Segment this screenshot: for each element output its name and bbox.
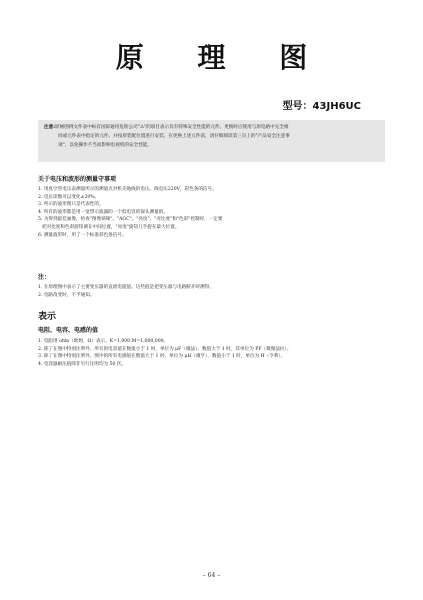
page-number: – 64 – (202, 572, 221, 579)
notice-box (38, 120, 385, 162)
list-item: 把对比度和色彩旋钮调在中间位置，"亮度"旋钮几乎旋在最大位置。 (42, 224, 180, 230)
notes-list (38, 284, 385, 299)
section-heading-representation: 表示 (38, 312, 57, 322)
list-item: 1. 用真空管电压表测量所示的测量点对机壳地线的电压。线电压220V，彩色条的信号。 (38, 187, 217, 192)
measurement-notes-list (38, 186, 385, 239)
list-item: 4. 电容器耐压值除非另行注明均为 50 伏。 (38, 361, 127, 367)
subheading-values: 电阻、电容、电感的值 (38, 327, 99, 334)
list-item: 3. 所示的波形图只是代表性的。 (38, 202, 104, 208)
notice-line (44, 123, 379, 132)
notice-line: 项"，以免操作不当而影响电视机的安全性能。 (58, 143, 152, 148)
section-heading-notes: 注： (38, 274, 51, 281)
list-item: 1. 电阻用 ohm（欧姆，Ω）表示。K=1,000 M=1,000,000。 (38, 339, 169, 344)
notice-text: 原闸图例文件表中标有国际通用危险公司"⚠"的项目表示具有特殊安全性能的元件。更换时应使用与原电路中完全相 (55, 125, 289, 130)
list-item: 2. 电路改变时，不予通知。 (38, 292, 95, 298)
list-item: 2. 电压读数可以变化±20%。 (38, 194, 100, 200)
list-item: 1. 在原理图中表示了主要变压器的直流电阻值。这些值是把变压器与电路断开时测得。 (38, 285, 214, 290)
list-item: 4. 所有的波形都是用一宽带示波器的一个低电容的探头测量的。 (38, 209, 168, 215)
page-title: 原 理 图 (115, 41, 330, 74)
section-heading-measurement: 关于电压和波形的测量守事项 (38, 176, 117, 183)
model-number: 型号：43JH6UC (282, 101, 361, 112)
list-item: 2. 除了在图中特别注明外，所有的电容值在数值小于 1 时，单位为 μF（微法），数值大于 1 时，其单位为 PF（微微法拉）。 (38, 346, 292, 352)
values-list (38, 338, 385, 368)
list-item: 5. 为得到最佳画像，检查"图像锁频"、"AGC"、"亮度"、"对比度"和"色彩"控制时，一定要 (38, 217, 223, 223)
notice-line: 同或元件表中指定的元件。并按原装配位置进行安装。在更换上述元件前，请仔细阅读第三页上的"产品安全注意事 (58, 134, 290, 139)
list-item: 3. 除了在图中特别注明外，图中的所有电感值在数值大于 1 时，单位为 μH（微亨），数值小于 1 时，单位为 H（亨利）。 (38, 354, 286, 360)
list-item: 6. 测量波形时，用了一个标准彩色条信号。 (38, 232, 127, 238)
notice-label: 注意: (44, 125, 56, 130)
